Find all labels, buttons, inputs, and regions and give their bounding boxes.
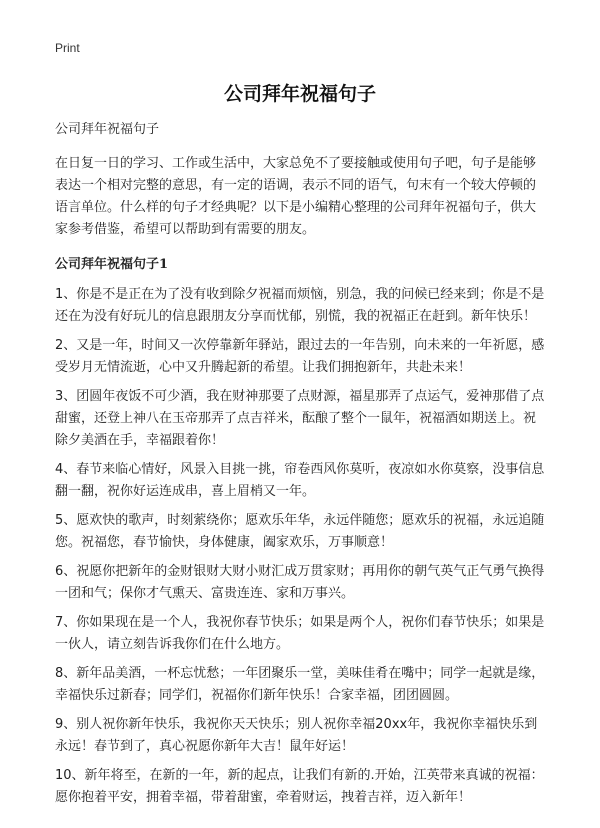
- blessing-item: 2、又是一年，时间又一次停靠新年驿站，跟过去的一年告别，向未来的一年祈愿，感受岁月无情流逝，心中又升腾起新的希望。让我们拥抱新年，共赴未来！: [55, 338, 545, 375]
- blessing-item: 9、别人祝你新年快乐，我祝你天天快乐；别人祝你幸福20xx年，我祝你幸福快乐到永远！春节到了，真心祝愿你新年大吉！鼠年好运！: [55, 717, 538, 754]
- page-title: 公司拜年祝福句子: [223, 83, 376, 105]
- blessing-item: 1、你是不是正在为了没有收到除夕祝福而烦恼，别急，我的问候已经来到；你是不是还在为没有好玩儿的信息跟朋友分享而忧郁，别慌，我的祝福正在赶到。新年快乐！: [55, 287, 545, 324]
- blessing-item: 3、团圆年夜饭不可少酒，我在财神那要了点财源，福星那弄了点运气，爱神那借了点甜蜜，还登上神八在玉帝那弄了点吉祥米，酝酿了整个一鼠年，祝福酒如期送上。祝除夕美酒在手，幸福跟着你！: [55, 389, 545, 448]
- section-heading: 公司拜年祝福句子1: [55, 257, 169, 272]
- blessing-item: 8、新年品美酒，一杯忘忧愁；一年团聚乐一堂，美味佳肴在嘴中；同学一起就是缘，幸福快乐过新春；同学们，祝福你们新年快乐！合家幸福，团团圆圆。: [55, 666, 545, 703]
- blessing-item: 7、你如果现在是一个人，我祝你春节快乐；如果是两个人，祝你们春节快乐；如果是一伙人，请立刻告诉我你们在什么地方。: [55, 615, 545, 652]
- blessing-item: 6、祝愿你把新年的金财银财大财小财汇成万贯家财；再用你的朝气英气正气勇气换得一团和气；保你才气熏天、富贵连连、家和万事兴。: [55, 564, 545, 601]
- blessing-item: 5、愿欢快的歌声，时刻萦绕你；愿欢乐年华，永远伴随您；愿欢乐的祝福，永远追随您。祝福您，春节愉快，身体健康，阖家欢乐，万事顺意！: [55, 513, 545, 550]
- blessing-item: 4、春节来临心情好，风景入目挑一挑，帘卷西风你莫听，夜凉如水你莫察，没事信息翻一翻，祝你好运连成串，喜上眉梢又一年。: [55, 462, 545, 499]
- print-label[interactable]: Print: [55, 41, 80, 55]
- blessing-list: [55, 284, 545, 809]
- document-subtitle: 公司拜年祝福句子: [55, 122, 160, 137]
- intro-paragraph: 在日复一日的学习、工作或生活中，大家总免不了要接触或使用句子吧，句子是能够表达一个相对完整的意思，有一定的语调，表示不同的语气，句末有一个较大停顿的语言单位。什么样的句子才经典呢？以下是小编精心整理的公司拜年祝福句子，供大家参考借鉴，希望可以帮助到有需要的朋友。: [55, 156, 537, 237]
- blessing-item: 10、新年将至，在新的一年，新的起点，让我们有新的.开始，江英带来真诚的祝福：愿你抱着平安，拥着幸福，带着甜蜜，牵着财运，拽着吉祥，迈入新年！: [55, 768, 544, 805]
